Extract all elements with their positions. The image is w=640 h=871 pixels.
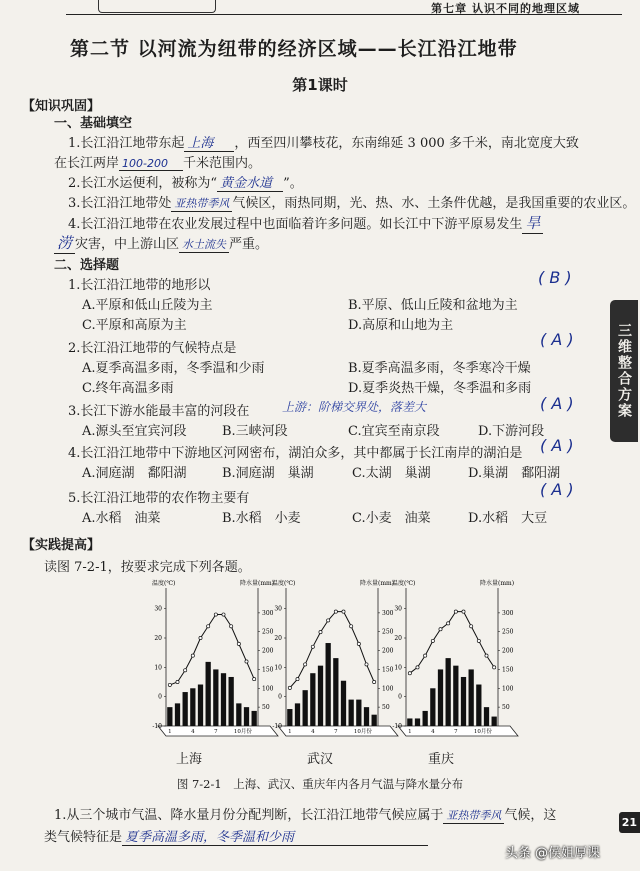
month-tick-label: 4 <box>311 729 315 735</box>
choice-q1-d: D.高原和山地为主 <box>348 318 454 333</box>
temperature-point <box>447 622 450 625</box>
choice-q3: 3.长江下游水能最丰富的河段在 <box>68 404 250 419</box>
knowledge-heading: 【知识巩固】 <box>22 99 101 114</box>
temperature-point <box>296 677 299 680</box>
temp-tick-label: 30 <box>154 605 162 613</box>
temperature-point <box>485 654 488 657</box>
temp-tick-label: 0 <box>158 693 162 701</box>
temperature-point <box>191 654 194 657</box>
precip-axis-label: 降水量(mm) <box>360 580 395 587</box>
temperature-point <box>431 639 434 642</box>
answer-q4-1b: 涝 <box>54 232 75 254</box>
choice-q5-answer: ( A ) <box>540 480 574 499</box>
temp-tick-label: -10 <box>272 723 282 730</box>
choice-q1-c: C.平原和高原为主 <box>82 318 187 333</box>
page-number: 21 <box>619 812 640 833</box>
precip-tick-label: 100 <box>502 685 514 693</box>
month-tick-label: 7 <box>214 729 218 735</box>
answer-q3: 亚热带季风 <box>171 195 232 212</box>
precip-axis-label: 降水量(mm) <box>240 580 275 587</box>
precip-tick-label: 50 <box>382 704 390 712</box>
temp-axis-label: 温度(℃) <box>392 580 416 587</box>
temperature-point <box>245 660 248 663</box>
precip-bar <box>252 711 257 726</box>
precip-bar <box>349 700 354 726</box>
temperature-point <box>424 654 427 657</box>
precip-bar <box>175 703 180 726</box>
temperature-point <box>199 636 202 639</box>
precip-bar <box>236 703 241 726</box>
temp-tick-label: 30 <box>274 605 282 613</box>
choice-q5-a: A.水稻 油菜 <box>82 511 161 526</box>
answer-q1-1: 上海 <box>184 132 234 152</box>
precip-tick-label: 50 <box>502 704 510 712</box>
choice-q2-c: C.终年高温多雨 <box>82 381 174 396</box>
temperature-point <box>334 610 337 613</box>
month-tick-label: 7 <box>454 729 458 735</box>
header-rule <box>66 14 622 15</box>
temperature-point <box>288 686 291 689</box>
precip-bar <box>198 685 203 726</box>
month-tick-label: 1 <box>288 729 292 735</box>
precip-bar <box>318 666 323 726</box>
choice-q3-d: D.下游河段 <box>478 424 545 439</box>
choice-q3-a: A.源头至宜宾河段 <box>82 424 187 439</box>
choice-q3-note: 上游：阶梯交界处，落差大 <box>282 400 427 414</box>
precip-bar <box>430 688 435 726</box>
choice-q3-answer: ( A ) <box>540 394 574 413</box>
precip-bar <box>492 717 497 726</box>
precip-bar <box>364 707 369 726</box>
fill-blank-heading: 一、基础填空 <box>54 116 133 131</box>
precip-bar <box>372 715 377 726</box>
precip-bar <box>295 703 300 726</box>
temperature-point <box>493 666 496 669</box>
blank-q2: 2.长江水运便利，被称为“ 黄金水道 ”。 <box>68 172 303 192</box>
precip-bar <box>423 711 428 726</box>
figure-caption: 图 7-2-1 上海、武汉、重庆年内各月气温与降水量分布 <box>176 777 464 791</box>
precip-bar <box>461 677 466 726</box>
precip-tick-label: 300 <box>262 609 274 617</box>
choice-q2: 2.长江沿江地带的气候特点是 <box>68 341 237 356</box>
temperature-point <box>342 610 345 613</box>
precip-bar <box>469 669 474 726</box>
temp-tick-label: 20 <box>274 635 282 642</box>
choice-heading: 二、选择题 <box>54 258 120 273</box>
watermark: 头条 @侯姐厚课 <box>504 846 600 861</box>
practice-q1-line1: 1.从三个城市气温、降水量月份分配判断，长江沿江地带气候应属于 亚热带季风 气候，这 <box>54 808 557 823</box>
practice-intro: 读图 7-2-1，按要求完成下列各题。 <box>44 560 251 575</box>
month-tick-label: 4 <box>191 729 195 735</box>
temperature-point <box>230 625 233 628</box>
precip-bar <box>206 662 211 726</box>
precip-tick-label: 250 <box>262 628 274 636</box>
choice-q1-a: A.平原和低山丘陵为主 <box>82 298 213 313</box>
choice-q2-a: A.夏季高温多雨，冬季温和少雨 <box>82 361 265 376</box>
temperature-point <box>168 683 171 686</box>
side-tab: 三维整合方案 <box>610 300 638 442</box>
running-title: 第七章 认识不同的地理区域 <box>431 2 580 15</box>
chart-label-chongqing: 重庆 <box>428 752 455 767</box>
climate-chart-chongqing <box>382 576 522 746</box>
choice-q5-b: B.水稻 小麦 <box>222 511 301 526</box>
precip-tick-label: 200 <box>262 647 274 655</box>
blank-q4-line1: 4.长江沿江地带在农业发展过程中也面临着许多问题。如长江中下游平原易发生 旱 <box>68 212 543 234</box>
precip-bar <box>326 643 331 726</box>
choice-q2-answer: ( A ) <box>540 330 574 349</box>
temperature-point <box>470 625 473 628</box>
temp-tick-label: 20 <box>394 635 402 642</box>
precip-bar <box>221 673 226 726</box>
temperature-point <box>408 672 411 675</box>
answer-q4-1a: 旱 <box>522 212 543 234</box>
choice-q3-b: B.三峡河段 <box>222 424 288 439</box>
temperature-line <box>410 612 494 674</box>
precip-bar <box>310 673 315 726</box>
month-axis-label: 10月份 <box>353 729 372 735</box>
temp-tick-label: 10 <box>394 664 402 672</box>
answer-q4-2: 水土流失 <box>179 236 229 253</box>
blank-q1-line1: 1.长江沿江地带东起 上海 ，西至四川攀枝花，东南绵延 3 000 多千米，南北宽度大致 <box>68 132 579 152</box>
temp-tick-label: -10 <box>152 723 162 730</box>
temperature-line <box>170 615 254 685</box>
precip-bar <box>183 692 188 726</box>
precip-tick-label: 150 <box>382 666 394 674</box>
precip-bar <box>476 685 481 726</box>
chart-base <box>158 726 278 736</box>
temp-tick-label: 0 <box>398 693 402 701</box>
precip-tick-label: 150 <box>262 666 274 674</box>
choice-q4-a: A.洞庭湖 鄱阳湖 <box>82 466 187 481</box>
climate-chart-wuhan <box>262 576 402 746</box>
precip-bar <box>407 718 412 726</box>
temperature-point <box>462 610 465 613</box>
temperature-point <box>214 613 217 616</box>
temperature-point <box>207 625 210 628</box>
temp-tick-label: 20 <box>154 635 162 642</box>
choice-q3-c: C.宜宾至南京段 <box>348 424 440 439</box>
chart-label-wuhan: 武汉 <box>307 752 334 767</box>
answer-q2: 黄金水道 <box>217 172 283 192</box>
temp-tick-label: 0 <box>278 693 282 701</box>
choice-q4-answer: ( A ) <box>540 436 574 455</box>
precip-bar <box>167 707 172 726</box>
choice-q1-b: B.平原、低山丘陵和盆地为主 <box>348 298 518 313</box>
precip-bar <box>333 658 338 726</box>
choice-q4-b: B.洞庭湖 巢湖 <box>222 466 314 481</box>
precip-tick-label: 150 <box>502 666 514 674</box>
temp-axis-label: 温度(℃) <box>152 580 176 587</box>
chart-label-shanghai: 上海 <box>176 752 203 767</box>
temperature-point <box>237 642 240 645</box>
precip-bar <box>484 707 489 726</box>
choice-q4: 4.长江沿江地带中下游地区河网密布，湖泊众多，其中都属于长江南岸的湖泊是 <box>68 446 523 461</box>
practice-q1-line2: 类气候特征是 夏季高温多雨，冬季温和少雨 <box>44 826 428 846</box>
temperature-point <box>365 663 368 666</box>
temp-axis-label: 温度(℃) <box>272 580 296 587</box>
precip-tick-label: 250 <box>382 628 394 636</box>
month-tick-label: 7 <box>334 729 338 735</box>
choice-q5: 5.长江沿江地带的农作物主要有 <box>68 491 250 506</box>
temperature-point <box>357 642 360 645</box>
header-logo-frame <box>98 0 216 13</box>
blank-q4-line2: 涝 灾害，中上游山区 水土流失 严重。 <box>54 232 268 254</box>
temperature-point <box>373 680 376 683</box>
temperature-point <box>176 680 179 683</box>
precip-tick-label: 200 <box>502 647 514 655</box>
precip-bar <box>446 658 451 726</box>
choice-q1: 1.长江沿江地带的地形以 <box>68 278 211 293</box>
choice-q4-d: D.巢湖 鄱阳湖 <box>468 466 561 481</box>
choice-q2-b: B.夏季高温多雨，冬季寒冷干燥 <box>348 361 531 376</box>
precip-bar <box>244 707 249 726</box>
temperature-point <box>222 613 225 616</box>
temp-tick-label: 10 <box>274 664 282 672</box>
temperature-point <box>477 639 480 642</box>
precip-tick-label: 300 <box>502 609 514 617</box>
practice-q1-answer1: 亚热带季风 <box>443 807 504 824</box>
precip-bar <box>453 666 458 726</box>
temperature-point <box>327 619 330 622</box>
blank-q3: 3.长江沿江地带处 亚热带季风 气候区，雨热同期，光、热、水、土条件优越，是我国重要的农业区。 <box>68 196 636 211</box>
lesson-title: 第1课时 <box>292 76 348 94</box>
temperature-point <box>350 625 353 628</box>
month-tick-label: 4 <box>431 729 435 735</box>
precip-tick-label: 200 <box>382 647 394 655</box>
precip-bar <box>438 669 443 726</box>
precip-bar <box>287 709 292 726</box>
chart-base <box>398 726 518 736</box>
precip-tick-label: 300 <box>382 609 394 617</box>
temperature-point <box>253 677 256 680</box>
temperature-point <box>311 645 314 648</box>
choice-q4-c: C.太湖 巢湖 <box>352 466 431 481</box>
section-title: 第二节 以河流为纽带的经济区域——长江沿江地带 <box>70 38 518 60</box>
temperature-point <box>439 628 442 631</box>
month-axis-label: 10月份 <box>473 729 492 735</box>
climate-chart-shanghai <box>142 576 282 746</box>
month-axis-label: 10月份 <box>233 729 252 735</box>
temp-tick-label: -10 <box>392 723 402 730</box>
temperature-point <box>319 631 322 634</box>
precip-tick-label: 100 <box>382 685 394 693</box>
chart-base <box>278 726 398 736</box>
choice-q1-answer: ( B ) <box>538 268 572 287</box>
temp-tick-label: 30 <box>394 605 402 613</box>
precip-bar <box>190 688 195 726</box>
practice-q1-answer2: 夏季高温多雨，冬季温和少雨 <box>122 826 428 846</box>
temperature-point <box>454 610 457 613</box>
precip-bar <box>341 681 346 726</box>
precip-tick-label: 100 <box>262 685 274 693</box>
month-tick-label: 1 <box>408 729 412 735</box>
temperature-point <box>416 666 419 669</box>
temperature-point <box>304 663 307 666</box>
precip-tick-label: 250 <box>502 628 514 636</box>
precip-bar <box>213 669 218 726</box>
temp-tick-label: 10 <box>154 664 162 672</box>
temperature-point <box>184 669 187 672</box>
precip-bar <box>415 718 420 726</box>
precip-axis-label: 降水量(mm) <box>480 580 515 587</box>
precip-bar <box>356 700 361 726</box>
blank-q1-line2: 在长江两岸 100-200 千米范围内。 <box>54 156 262 171</box>
practice-heading: 【实践提高】 <box>22 538 101 553</box>
choice-q5-c: C.小麦 油菜 <box>352 511 431 526</box>
choice-q5-d: D.水稻 大豆 <box>468 511 548 526</box>
precip-tick-label: 50 <box>262 704 270 712</box>
precip-bar <box>229 677 234 726</box>
month-tick-label: 1 <box>168 729 172 735</box>
temperature-line <box>290 612 374 688</box>
answer-q1-2: 100-200 <box>119 157 183 171</box>
choice-q2-d: D.夏季炎热干燥，冬季温和多雨 <box>348 381 532 396</box>
precip-bar <box>303 690 308 726</box>
